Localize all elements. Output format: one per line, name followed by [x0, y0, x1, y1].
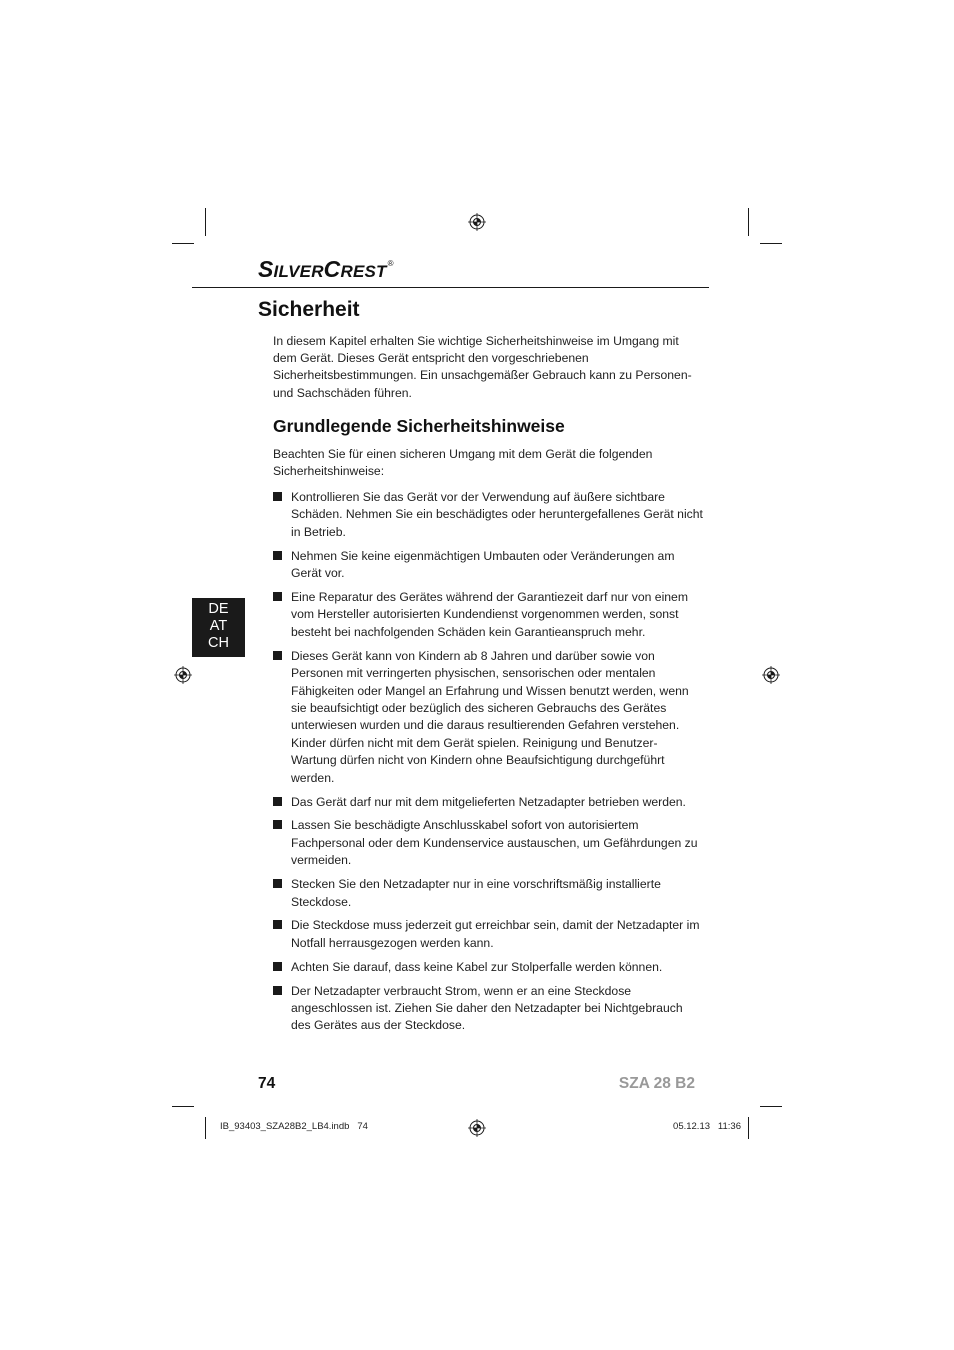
bullet-icon — [273, 651, 282, 660]
list-item: Stecken Sie den Netzadapter nur in eine vorschriftsmäßig installierte Steckdose. — [273, 876, 703, 911]
header-rule — [192, 287, 709, 288]
brand-logo: SILVERCREST® — [258, 256, 394, 282]
print-timestamp: 05.12.13 11:36 — [673, 1121, 741, 1132]
crop-mark — [760, 243, 782, 244]
crop-mark — [760, 1106, 782, 1107]
list-item: Der Netzadapter verbraucht Strom, wenn er an eine Steckdose angeschlossen ist. Ziehen Sie daher den Netzadapter bei Nichtgebrauch des Gerätes aus der Steckdose. — [273, 983, 703, 1035]
language-code: CH — [208, 635, 229, 651]
crop-mark — [748, 208, 749, 236]
list-item: Nehmen Sie keine eigenmächtigen Umbauten oder Veränderungen am Gerät vor. — [273, 548, 703, 583]
crop-mark — [748, 1117, 749, 1139]
registration-mark-icon — [174, 666, 192, 684]
language-tab — [192, 598, 245, 657]
section-heading: Grundlegende Sicherheitshinweise — [273, 416, 565, 436]
registration-mark-icon — [762, 666, 780, 684]
bullet-icon — [273, 592, 282, 601]
language-code: AT — [209, 618, 228, 634]
list-item: Die Steckdose muss jederzeit gut erreichbar sein, damit der Netzadapter im Notfall herrausgezogen werden kann. — [273, 917, 703, 952]
list-item: Das Gerät darf nur mit dem mitgelieferten Netzadapter betrieben werden. — [273, 794, 703, 811]
registration-mark-icon — [468, 213, 486, 231]
page-title: Sicherheit — [258, 298, 360, 321]
language-code: DE — [208, 601, 229, 617]
list-item: Kontrollieren Sie das Gerät vor der Verwendung auf äußere sichtbare Schäden. Nehmen Sie ein beschädigtes oder heruntergefallenes Gerät nicht in Betrieb. — [273, 489, 703, 541]
bullet-icon — [273, 820, 282, 829]
list-item: Lassen Sie beschädigte Anschlusskabel sofort von autorisiertem Fachpersonal oder dem Kundenservice austauschen, um Gefährdungen zu vermeiden. — [273, 817, 703, 869]
list-item: Dieses Gerät kann von Kindern ab 8 Jahren und darüber sowie von Personen mit verringerten physischen, sensorischen oder mentalen Fähigkeiten oder Mangel an Erfahrung und Wissen benutzt werden, wenn sie beaufsichtigt oder bezüglich des sicheren Gebrauchs des Gerätes unterwiesen wurden und die daraus resultierenden Gefahren verstehen. Kinder dürfen nicht mit dem Gerät spielen. Reinigung und Benutzer-Wartung dürfen nicht von Kindern ohne Beaufsichtigung durchgeführt werden. — [273, 648, 703, 787]
bullet-icon — [273, 797, 282, 806]
crop-mark — [172, 1106, 194, 1107]
bullet-icon — [273, 920, 282, 929]
list-item: Achten Sie darauf, dass keine Kabel zur Stolperfalle werden können. — [273, 959, 703, 976]
print-file-name: IB_93403_SZA28B2_LB4.indb 74 — [220, 1121, 368, 1132]
bullet-icon — [273, 492, 282, 501]
intro-paragraph: In diesem Kapitel erhalten Sie wichtige Sicherheitshinweise im Umgang mit dem Gerät. Dieses Gerät entspricht den vorgeschriebenen Sicherheitsbestimmungen. Ein unsachgemäßer Gebrauch kann zu Personen- und Sachschäden führen. — [273, 334, 692, 400]
lead-paragraph: Beachten Sie für einen sicheren Umgang mit dem Gerät die folgenden Sicherheitshinweise: — [273, 447, 653, 479]
crop-mark — [205, 208, 206, 236]
bullet-icon — [273, 879, 282, 888]
bullet-icon — [273, 986, 282, 995]
bullet-icon — [273, 551, 282, 560]
list-item: Eine Reparatur des Gerätes während der Garantiezeit darf nur von einem vom Hersteller autorisierten Kundendienst vorgenommen werden, sonst besteht bei nachfolgenden Schäden kein Garantieanspruch mehr. — [273, 589, 703, 641]
bullet-icon — [273, 962, 282, 971]
crop-mark — [205, 1117, 206, 1139]
registration-mark-icon — [468, 1119, 486, 1137]
safety-list — [273, 489, 703, 1041]
model-number: SZA 28 B2 — [618, 1075, 695, 1092]
crop-mark — [172, 243, 194, 244]
page-number: 74 — [258, 1075, 276, 1092]
